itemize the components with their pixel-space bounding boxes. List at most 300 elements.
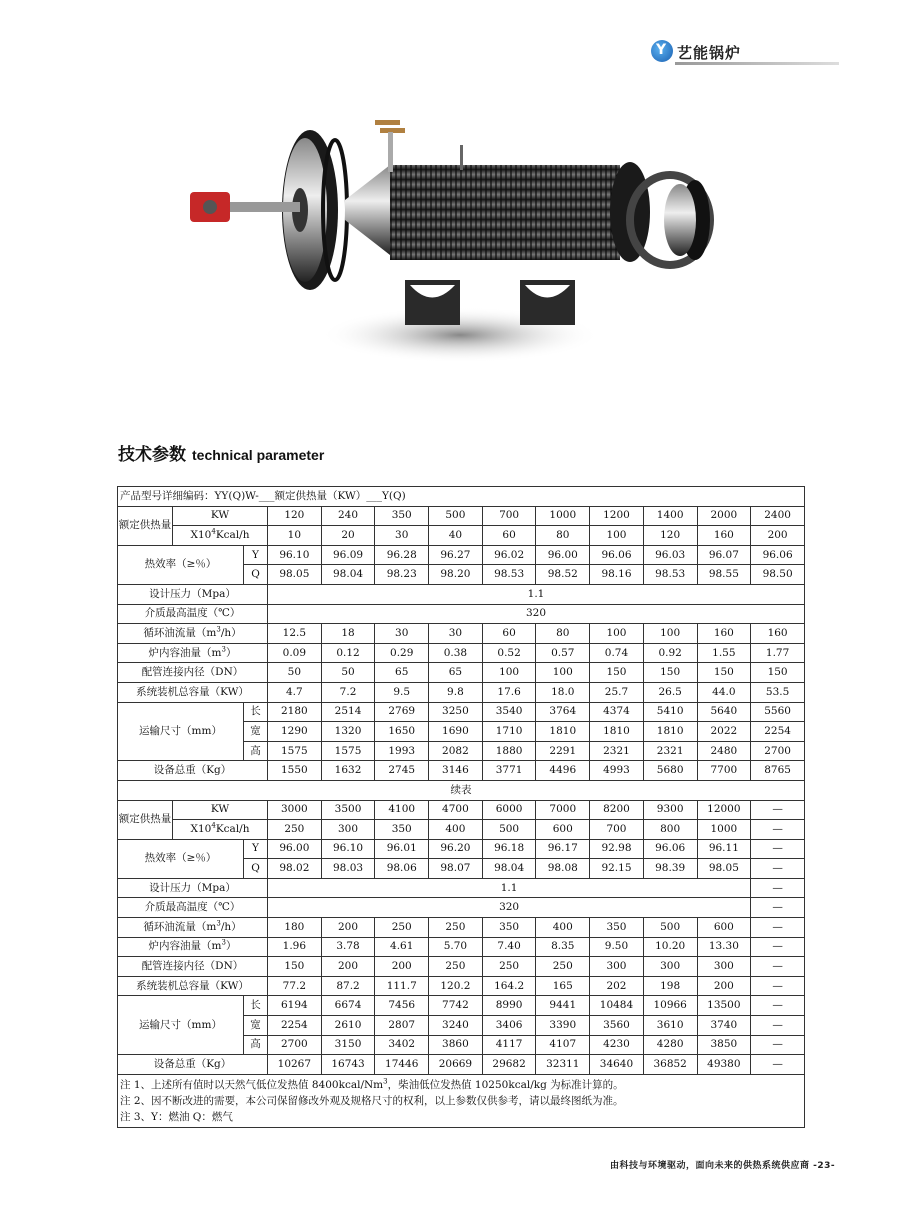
spec-table [117,486,805,1128]
fuel-q-label: Q [244,565,268,585]
value-cell: 2480 [697,741,751,761]
pipe-row [118,957,805,977]
value-cell: 2321 [643,741,697,761]
value-cell: 700 [482,506,536,526]
value-cell: 96.10 [321,839,375,859]
flow-label: 循环油流量$(m^3/h)$ [118,918,268,938]
value-cell: 3771 [482,761,536,781]
value-cell: 2000 [697,506,751,526]
value-cell: — [751,1016,805,1036]
value-cell: 160 [697,526,751,546]
value-cell: 65 [375,663,429,683]
value-cell: 0.74 [590,643,644,663]
value-cell: 160 [751,624,805,644]
value-cell: 200 [375,957,429,977]
value-cell: 800 [643,820,697,840]
pressure-row [118,584,805,604]
value-cell: 2400 [751,506,805,526]
value-cell: 13.30 [697,937,751,957]
value-cell: 1000 [697,820,751,840]
value-cell: 2769 [375,702,429,722]
value-cell: 6000 [482,800,536,820]
value-cell: 98.07 [429,859,483,879]
value-cell: 96.20 [429,839,483,859]
value-cell: 98.04 [482,859,536,879]
value-cell: 98.16 [590,565,644,585]
value-cell: 2291 [536,741,590,761]
value-cell: 36852 [643,1055,697,1075]
value-cell: 16743 [321,1055,375,1075]
value-cell: 1200 [590,506,644,526]
pipe-label: 配管连接内径（DN） [118,957,268,977]
temp-row [118,898,805,918]
value-cell: 50 [268,663,322,683]
value-cell: 96.17 [536,839,590,859]
temp-row [118,604,805,624]
value-cell: 150 [751,663,805,683]
pipe-row [118,663,805,683]
value-cell: 1880 [482,741,536,761]
value-cell: 1575 [321,741,375,761]
value-cell: 1810 [536,722,590,742]
flow-label: 循环油流量$(m^3/h)$ [118,624,268,644]
value-cell: 1632 [321,761,375,781]
value-cell: 26.5 [643,682,697,702]
value-cell: 3240 [429,1016,483,1036]
value-cell: 17446 [375,1055,429,1075]
value-cell: — [751,859,805,879]
value-cell: 4280 [643,1035,697,1055]
value-cell: 96.00 [268,839,322,859]
value-cell: 4.61 [375,937,429,957]
value-cell: 400 [429,820,483,840]
value-cell: 200 [697,976,751,996]
value-cell: 98.39 [643,859,697,879]
value-cell: 98.05 [268,565,322,585]
length-row [118,996,805,1016]
value-cell: 98.53 [482,565,536,585]
notes-row [118,1074,805,1127]
value-cell: 65 [429,663,483,683]
value-cell: 100 [536,663,590,683]
value-cell: 96.27 [429,545,483,565]
value-cell: 44.0 [697,682,751,702]
value-cell: 100 [590,624,644,644]
brand-logo [651,40,841,66]
value-cell: 4700 [429,800,483,820]
value-cell: 98.05 [697,859,751,879]
value-cell: 150 [268,957,322,977]
value-cell: 200 [321,918,375,938]
volume-row [118,937,805,957]
power-label: 系统装机总容量（KW） [118,976,268,996]
value-cell: 7.2 [321,682,375,702]
eff-y-row [118,839,805,859]
value-cell: 150 [643,663,697,683]
value-cell: 350 [375,820,429,840]
value-cell: 98.08 [536,859,590,879]
value-cell: 96.18 [482,839,536,859]
value-cell: 1400 [643,506,697,526]
value-cell: 500 [482,820,536,840]
value-cell: 1575 [268,741,322,761]
value-cell: 4374 [590,702,644,722]
power-row [118,976,805,996]
value-cell: 13500 [697,996,751,1016]
value-cell: 202 [590,976,644,996]
value-cell: 8.35 [536,937,590,957]
fuel-q-label: Q [244,859,268,879]
value-cell: 300 [697,957,751,977]
value-cell: 18 [321,624,375,644]
value-cell: 2180 [268,702,322,722]
value-cell: 60 [482,624,536,644]
value-cell: 7456 [375,996,429,1016]
value-cell: 4107 [536,1035,590,1055]
value-cell: 96.06 [751,545,805,565]
section-title-cn: 技术参数 [118,445,186,465]
length-label: 长 [244,996,268,1016]
value-cell: 5560 [751,702,805,722]
value-cell: 3150 [321,1035,375,1055]
value-cell: 98.20 [429,565,483,585]
note-3: 注 3、Y：燃油 Q：燃气 [120,1110,233,1123]
pipe-label: 配管连接内径（DN） [118,663,268,683]
section-title-en: technical parameter [192,447,325,463]
value-cell: 9.5 [375,682,429,702]
pressure-label: 设计压力（Mpa） [118,878,268,898]
value-cell: 2745 [375,761,429,781]
kw-unit-label: KW [173,506,268,526]
value-cell: 4230 [590,1035,644,1055]
value-cell: 25.7 [590,682,644,702]
value-cell: 92.98 [590,839,644,859]
value-cell: 350 [590,918,644,938]
value-cell: 96.28 [375,545,429,565]
width-label: 宽 [244,722,268,742]
value-cell: 2610 [321,1016,375,1036]
length-row [118,702,805,722]
value-cell: 96.06 [590,545,644,565]
value-cell: 3740 [697,1016,751,1036]
kcal-unit-label: $X10^4Kcal/h$ [173,820,268,840]
value-cell: 60 [482,526,536,546]
flow-row [118,918,805,938]
value-cell: 400 [536,918,590,938]
continued-label: 续表 [118,780,805,800]
value-cell: 7700 [697,761,751,781]
value-cell: 2700 [751,741,805,761]
pressure-value: 1.1 [268,584,805,604]
pressure-label: 设计压力（Mpa） [118,584,268,604]
height-label: 高 [244,1035,268,1055]
temp-label: 介质最高温度（℃） [118,898,268,918]
value-cell: 1993 [375,741,429,761]
efficiency-label: 热效率（≥％） [118,545,244,584]
value-cell: — [751,918,805,938]
value-cell: 250 [536,957,590,977]
value-cell: — [751,957,805,977]
value-cell: 120 [643,526,697,546]
value-cell: 120.2 [429,976,483,996]
code-row [118,487,805,507]
rated-heat-label: 额定供热量 [118,800,173,839]
width-label: 宽 [244,1016,268,1036]
value-cell: 0.29 [375,643,429,663]
weight-row [118,1055,805,1075]
value-cell: 7.40 [482,937,536,957]
power-label: 系统装机总容量（KW） [118,682,268,702]
value-cell: 1.77 [751,643,805,663]
height-label: 高 [244,741,268,761]
value-cell: 53.5 [751,682,805,702]
value-cell: — [751,800,805,820]
continued-row [118,780,805,800]
value-cell: 1650 [375,722,429,742]
value-cell: 164.2 [482,976,536,996]
value-cell: 2807 [375,1016,429,1036]
value-cell: 98.23 [375,565,429,585]
temp-label: 介质最高温度（℃） [118,604,268,624]
kcal-unit-label: $X10^4Kcal/h$ [173,526,268,546]
value-cell: — [751,996,805,1016]
value-cell: 98.52 [536,565,590,585]
value-cell: 8990 [482,996,536,1016]
value-cell: 150 [697,663,751,683]
dims-label: 运输尺寸（mm） [118,702,244,761]
value-cell: 92.15 [590,859,644,879]
value-cell: — [751,839,805,859]
value-cell: 3610 [643,1016,697,1036]
value-cell: 10267 [268,1055,322,1075]
value-cell: 120 [268,506,322,526]
value-cell: 500 [429,506,483,526]
value-cell: 98.02 [268,859,322,879]
value-cell: 8765 [751,761,805,781]
value-cell: 1710 [482,722,536,742]
temp-value: 320 [268,604,805,624]
value-cell: 500 [643,918,697,938]
value-cell: 2254 [268,1016,322,1036]
value-cell: 300 [321,820,375,840]
value-cell: 0.12 [321,643,375,663]
brand-mark-icon: Y [651,40,673,62]
value-cell: 8200 [590,800,644,820]
power-row [118,682,805,702]
value-cell: 0.57 [536,643,590,663]
page-footer: 由科技与环境驱动，面向未来的供热系统供应商 -23- [610,1161,836,1171]
value-cell: 20 [321,526,375,546]
value-cell: 1550 [268,761,322,781]
value-cell: 4100 [375,800,429,820]
temp-value: 320 [268,898,751,918]
value-cell: 250 [429,957,483,977]
value-cell: 96.03 [643,545,697,565]
value-cell: 32311 [536,1055,590,1075]
eff-y-row [118,545,805,565]
value-cell: 3406 [482,1016,536,1036]
pressure-value: 1.1 [268,878,751,898]
note-1: 注 1、上述所有值时以天然气低位发热值 8400kcal/Nm$^3$，柴油低位发热值 10250kcal/kg 为标准计算的。 [120,1077,624,1091]
value-cell: 240 [321,506,375,526]
value-cell: 87.2 [321,976,375,996]
value-cell: 3402 [375,1035,429,1055]
weight-label: 设备总重（Kg） [118,761,268,781]
value-cell: 30 [375,624,429,644]
weight-row [118,761,805,781]
value-cell: 1290 [268,722,322,742]
weight-label: 设备总重（Kg） [118,1055,268,1075]
value-cell: 10484 [590,996,644,1016]
value-cell: 250 [268,820,322,840]
fuel-y-label: Y [244,839,268,859]
notes-cell [118,1074,805,1127]
value-cell: 6194 [268,996,322,1016]
value-cell: 96.11 [697,839,751,859]
value-cell: 77.2 [268,976,322,996]
value-cell: 80 [536,526,590,546]
boiler-illustration [160,110,740,380]
value-cell: 98.55 [697,565,751,585]
value-cell: 100 [643,624,697,644]
value-cell: 3146 [429,761,483,781]
value-cell: 350 [375,506,429,526]
efficiency-label: 热效率（≥％） [118,839,244,878]
value-cell: — [751,820,805,840]
value-cell: 98.06 [375,859,429,879]
value-cell: 96.09 [321,545,375,565]
value-cell: 160 [697,624,751,644]
value-cell: 96.07 [697,545,751,565]
fuel-y-label: Y [244,545,268,565]
value-cell: 96.10 [268,545,322,565]
value-cell: 5410 [643,702,697,722]
value-cell: 3000 [268,800,322,820]
header-rule [675,62,839,65]
flow-row [118,624,805,644]
value-cell: 300 [590,957,644,977]
value-cell: 600 [697,918,751,938]
value-cell: 200 [321,957,375,977]
value-cell: 12000 [697,800,751,820]
value-cell: 98.53 [643,565,697,585]
spec-table-body [118,487,805,1128]
length-label: 长 [244,702,268,722]
value-cell: 2514 [321,702,375,722]
value-cell: 0.38 [429,643,483,663]
value-cell: 1320 [321,722,375,742]
value-cell: 5680 [643,761,697,781]
value-cell: 2254 [751,722,805,742]
value-cell: 3.78 [321,937,375,957]
value-cell: — [751,898,805,918]
value-cell: 10966 [643,996,697,1016]
value-cell: 18.0 [536,682,590,702]
value-cell: 9300 [643,800,697,820]
value-cell: — [751,878,805,898]
value-cell: 7742 [429,996,483,1016]
value-cell: 29682 [482,1055,536,1075]
value-cell: 250 [429,918,483,938]
value-cell: — [751,937,805,957]
dims-label: 运输尺寸（mm） [118,996,244,1055]
value-cell: 300 [643,957,697,977]
kw-row [118,800,805,820]
value-cell: 3560 [590,1016,644,1036]
value-cell: 1000 [536,506,590,526]
volume-row [118,643,805,663]
value-cell: 5.70 [429,937,483,957]
value-cell: 165 [536,976,590,996]
value-cell: 7000 [536,800,590,820]
kcal-row [118,526,805,546]
value-cell: 3850 [697,1035,751,1055]
value-cell: 1810 [590,722,644,742]
value-cell: 17.6 [482,682,536,702]
value-cell: 111.7 [375,976,429,996]
section-title [118,440,324,465]
value-cell: 20669 [429,1055,483,1075]
value-cell: — [751,1035,805,1055]
value-cell: 9.8 [429,682,483,702]
value-cell: 180 [268,918,322,938]
pressure-row [118,878,805,898]
value-cell: 40 [429,526,483,546]
value-cell: 3860 [429,1035,483,1055]
value-cell: 34640 [590,1055,644,1075]
kw-unit-label: KW [173,800,268,820]
value-cell: — [751,976,805,996]
value-cell: 0.09 [268,643,322,663]
value-cell: 3500 [321,800,375,820]
value-cell: 96.01 [375,839,429,859]
volume-label: 炉内容油量$(m^3)$ [118,643,268,663]
value-cell: 4496 [536,761,590,781]
value-cell: 49380 [697,1055,751,1075]
value-cell: 5640 [697,702,751,722]
value-cell: 2022 [697,722,751,742]
value-cell: 2700 [268,1035,322,1055]
value-cell: 9441 [536,996,590,1016]
brand-name: 艺能锅炉 [677,44,742,62]
value-cell: 4.7 [268,682,322,702]
kcal-row [118,820,805,840]
value-cell: 1810 [643,722,697,742]
value-cell: 200 [751,526,805,546]
value-cell: 9.50 [590,937,644,957]
value-cell: 250 [482,957,536,977]
note-2: 注 2、因不断改进的需要，本公司保留修改外观及规格尺寸的权利，以上参数仅供参考，请以最终图纸为准。 [120,1094,624,1107]
value-cell: 3390 [536,1016,590,1036]
value-cell: 1.96 [268,937,322,957]
value-cell: 10 [268,526,322,546]
value-cell: 4993 [590,761,644,781]
rated-heat-label: 额定供热量 [118,506,173,545]
value-cell: 1690 [429,722,483,742]
value-cell: 3764 [536,702,590,722]
value-cell: 4117 [482,1035,536,1055]
volume-label: 炉内容油量$(m^3)$ [118,937,268,957]
value-cell: 0.52 [482,643,536,663]
value-cell: 2082 [429,741,483,761]
kw-row [118,506,805,526]
value-cell: 10.20 [643,937,697,957]
value-cell: 98.50 [751,565,805,585]
value-cell: 6674 [321,996,375,1016]
code-line: 产品型号详细编码：YY(Q)W-___额定供热量（KW）___Y(Q) [118,487,805,507]
value-cell: 30 [375,526,429,546]
value-cell: 0.92 [643,643,697,663]
